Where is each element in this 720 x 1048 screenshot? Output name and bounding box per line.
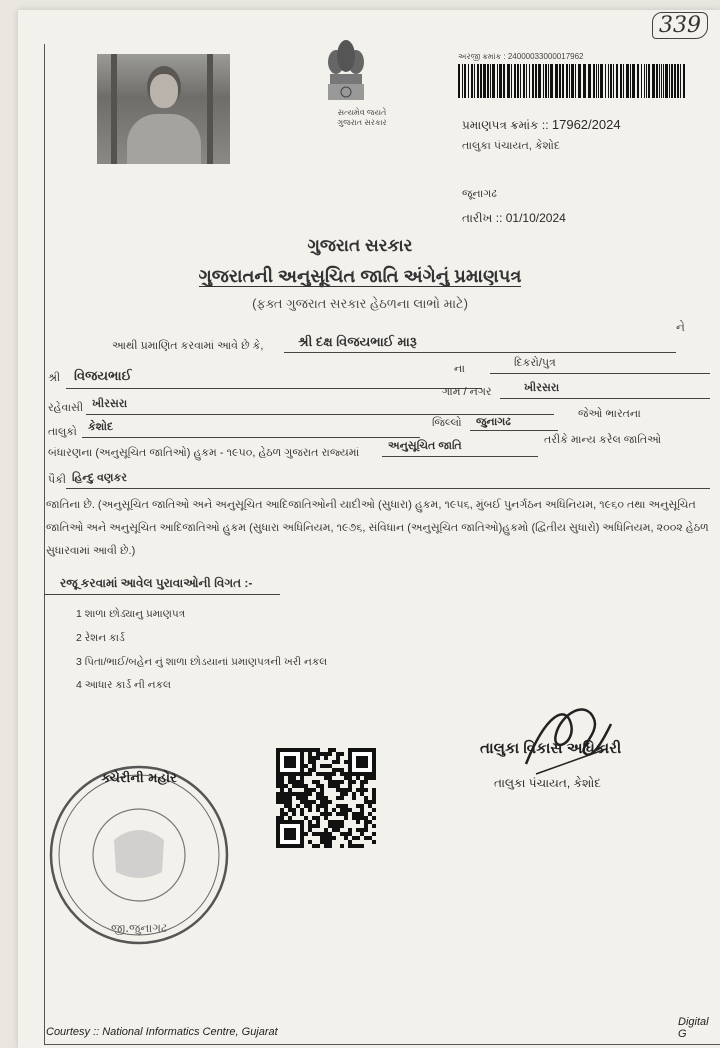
- father-underline: [66, 388, 482, 389]
- recognized-text: તરીકે માન્ય કરેલ જાતિઓ: [544, 434, 662, 446]
- applicant-photo: [97, 54, 230, 164]
- certificate-title: [0, 266, 720, 287]
- applicant-name: શ્રી દક્ષ વિજયભાઈ મારૂ: [298, 334, 417, 349]
- national-emblem-icon: [322, 34, 370, 114]
- category-value: અનુસૂચિત જાતિ: [388, 440, 462, 452]
- india-text: જેઓ ભારતના: [578, 408, 641, 420]
- seal-top-text: ક્ચેરીની મહોર: [101, 771, 177, 786]
- document-item-2: 2 રેશન કાર્ડ: [76, 632, 125, 644]
- office-seal: [44, 760, 234, 950]
- certificate-number: [462, 117, 621, 133]
- page-number: 339: [652, 12, 708, 39]
- constitution-text: બંધારણના (અનુસૂચિત જાતિઓ) હુકમ - ૧૯૫૦, હેઠળ ગુજરાત રાજ્યમાં: [48, 447, 360, 459]
- barcode: [458, 64, 688, 98]
- of-text: પૈકી: [48, 474, 67, 486]
- date-value: 01/10/2024: [505, 211, 566, 225]
- caste-value: હિન્દુ વણકર: [72, 472, 127, 484]
- signatory-office: તાલુકા પંચાયત, કેશોદ: [494, 776, 601, 790]
- taluka-value: કેશોદ: [88, 421, 114, 433]
- district-header: જૂનાગઢ: [462, 188, 497, 200]
- legal-paragraph: જાતિના છે. (અનુસૂચિત જાતિઓ અને અનુસૂચિત આદિજાતિઓની યાદીઓ (સુધારા) હુકમ, ૧૯૫૬, મુંબઈ પુનર્ગઠન અધિનિયમ, ૧૯૬૦ તથા અનુસૂચિત જાતિઓ અને અનુસૂચિત આદિજાતિઓ હુકમ (સુધારા અધિનિયમ, ૧૯૭૬, સંવિધાન (અનુસૂચિત જાતિઓ)હુકમો (દ્વિતીય સુધારો) અધિનિયમ, ૨૦૦૨ હેઠળ સુધારવામાં આવી છે.): [46, 499, 709, 557]
- document-item-4: 4 આધાર કાર્ડ ની નકલ: [76, 679, 171, 691]
- intro-text: આથી પ્રમાણિત કરવામાં આવે છે કે,: [112, 340, 264, 352]
- district-value: જુનાગઢ: [476, 416, 511, 428]
- certificate-number-value: 17962/2024: [551, 117, 621, 132]
- certificate-title-text: ગુજરાતની અનુસૂચિત જાતિ અંગેનું પ્રમાણપત્ર: [198, 266, 522, 286]
- caste-underline: [66, 488, 710, 489]
- seal-bottom-text: જી.જુનાગઢ: [110, 921, 168, 935]
- relation-value: દિકરો/પુત્ર: [514, 357, 556, 369]
- applicant-underline: [284, 352, 676, 353]
- application-serial: અરજી ક્રમાંક : 24000033000017962: [458, 52, 584, 61]
- relation-underline: [490, 373, 710, 374]
- father-name: વિજયભાઈ: [74, 368, 132, 383]
- emblem-motto: [322, 108, 402, 128]
- document-item-3: 3 પિતા/ભાઈ/બહેન નું શાળા છોડયાનાં પ્રમાણપત્રની ખરી નકલ: [76, 656, 328, 668]
- district-label: જિલ્લો: [432, 417, 462, 429]
- signatory-title: તાલુકા વિકાસ અધિકારી: [480, 740, 622, 757]
- village-label: ગામ / નગર: [442, 386, 492, 398]
- signature: [516, 694, 616, 784]
- certificate-note: (ફક્ત ગુજરાત સરકાર હેઠળના લાભો માટે): [252, 296, 468, 311]
- qr-code: [276, 748, 376, 848]
- government-title: ગુજરાત સરકાર: [307, 236, 413, 255]
- taluka-label: તાલુકો: [48, 426, 77, 438]
- issuing-office: તાલુકા પંચાયત, કેશોદ: [462, 140, 561, 152]
- category-underline: [382, 456, 538, 457]
- emblem-motto-line2: ગુજરાત સરકાર: [337, 118, 387, 127]
- resident-value: ખીરસરા: [92, 398, 128, 410]
- issue-date: [462, 211, 566, 226]
- village-underline: [500, 398, 710, 399]
- father-prefix: શ્રી: [48, 372, 61, 384]
- document-item-1: 1 શાળા છોડ્યાનુ પ્રમાણપત્ર: [76, 608, 186, 620]
- resident-underline: [86, 414, 554, 415]
- footer-courtesy: Courtesy :: National Informatics Centre, Gujarat: [46, 1026, 278, 1038]
- date-label: તારીખ ::: [462, 211, 503, 225]
- documents-title: રજૂ કરવામાં આવેલ પુરાવાઓની વિગત :-: [60, 576, 253, 590]
- documents-title-underline: [44, 594, 280, 595]
- suffix-mark: ને: [676, 320, 685, 334]
- taluka-underline: [82, 437, 420, 438]
- relation-label: ના: [454, 363, 465, 375]
- certificate-number-label: પ્રમાણપત્ર ક્રમાંક ::: [462, 118, 549, 132]
- resident-label: રહેવાસી: [48, 402, 84, 414]
- emblem-motto-line1: સત્યમેવ જયતે: [337, 108, 387, 117]
- digital-mark: Digital G: [678, 1016, 709, 1040]
- district-underline: [470, 430, 558, 431]
- village-value: ખીરસરા: [524, 382, 560, 394]
